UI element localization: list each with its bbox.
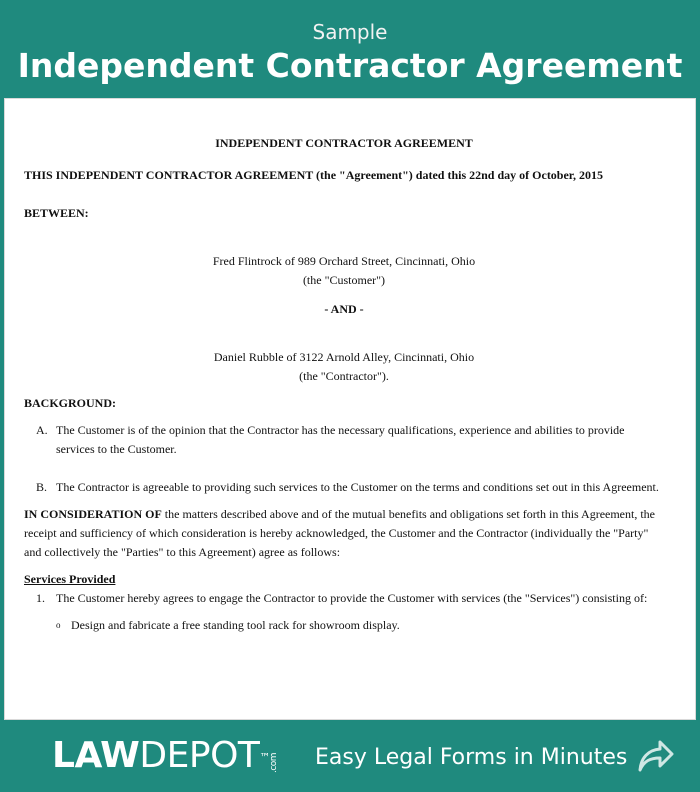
logo-com: .com <box>268 752 279 774</box>
document-title: INDEPENDENT CONTRACTOR AGREEMENT <box>215 136 473 150</box>
consideration-clause <box>24 505 664 562</box>
document-body <box>24 134 664 635</box>
background-item-letter: B. <box>36 480 48 494</box>
background-item <box>36 478 664 497</box>
header-banner <box>0 0 700 98</box>
header-title: Independent Contractor Agreement <box>17 46 683 85</box>
logo-law: LAW <box>52 735 140 776</box>
consideration-text: the matters described above and of the mutual benefits and obligations set forth in this Agreement, the receipt and sufficiency of which consideration is hereby acknowledged, the Customer and the Contractor (individually the "Party" and collectively the "Parties" to this Agreement) agree as follows: <box>24 507 655 559</box>
services-item <box>36 589 664 608</box>
party-contractor-role: (the "Contractor"). <box>299 369 389 383</box>
services-item-text: The Customer hereby agrees to engage the Contractor to provide the Customer with services (the "Services") consisting of: <box>56 591 648 605</box>
logo-trademark: ™ <box>259 751 270 764</box>
services-item-number: 1. <box>36 591 45 605</box>
background-item <box>36 421 664 459</box>
footer-tagline: Easy Legal Forms in Minutes <box>315 745 628 770</box>
bullet-mark: o <box>56 620 61 630</box>
services-bullet <box>56 616 664 635</box>
background-item-letter: A. <box>36 423 48 437</box>
background-heading: BACKGROUND: <box>24 396 116 410</box>
background-item-text: The Contractor is agreeable to providing such services to the Customer on the terms and conditions set out in this Agreement. <box>56 480 659 494</box>
agreement-intro: THIS INDEPENDENT CONTRACTOR AGREEMENT (the "Agreement") dated this 22nd day of October, 2015 <box>24 168 604 182</box>
footer-banner <box>0 720 700 792</box>
party-customer-address: Fred Flintrock of 989 Orchard Street, Cincinnati, Ohio <box>212 254 476 268</box>
party-contractor-address: Daniel Rubble of 3122 Arnold Alley, Cincinnati, Ohio <box>213 350 475 364</box>
between-heading: BETWEEN: <box>24 206 89 220</box>
share-arrow-icon[interactable] <box>636 736 676 776</box>
consideration-lead: IN CONSIDERATION OF <box>24 507 162 521</box>
and-separator: - AND - <box>324 302 364 316</box>
document-sheet <box>4 98 696 720</box>
services-heading: Services Provided <box>24 572 116 586</box>
header-kicker: Sample <box>312 20 388 44</box>
lawdepot-logo[interactable] <box>52 736 290 785</box>
logo-depot: DEPOT <box>139 735 260 776</box>
party-customer-role: (the "Customer") <box>302 273 386 287</box>
services-bullet-text: Design and fabricate a free standing tool rack for showroom display. <box>71 618 400 632</box>
background-item-text: The Customer is of the opinion that the Contractor has the necessary qualifications, experience and abilities to provide services to the Customer. <box>56 423 625 456</box>
